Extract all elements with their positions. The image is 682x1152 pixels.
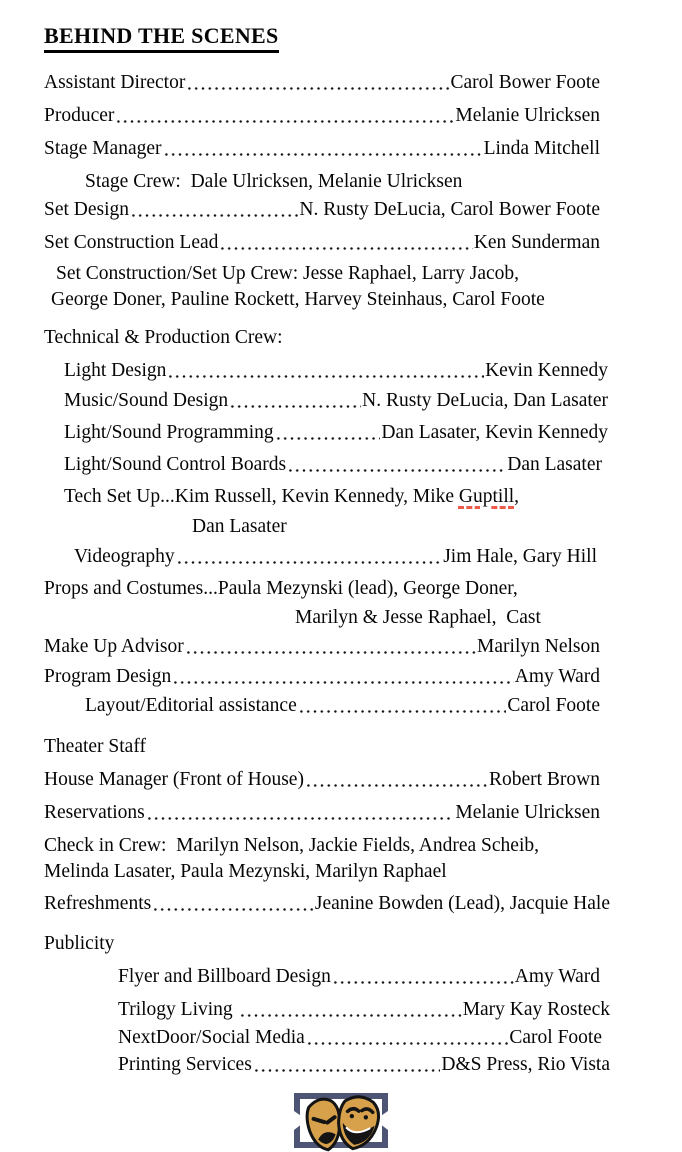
credit-role: Set Construction Lead <box>44 232 219 253</box>
text-segment: Marilyn & Jesse Raphael, Cast <box>295 607 541 628</box>
credit-line <box>64 452 602 478</box>
credit-role: Program Design <box>44 666 172 687</box>
credit-line <box>44 70 600 96</box>
credit-role: Light/Sound Control Boards <box>64 454 287 475</box>
text-segment: Stage Crew: Dale Ulricksen, Melanie Ulricksen <box>85 171 463 192</box>
text-segment: Check in Crew: Marilyn Nelson, Jackie Fields, Andrea Scheib, <box>44 835 539 856</box>
credit-role: Set Design <box>44 199 130 220</box>
credit-role: Flyer and Billboard Design <box>118 966 331 987</box>
dot-leader <box>186 87 449 90</box>
credit-names: N. Rusty DeLucia, Dan Lasater <box>362 390 608 411</box>
credit-names: Carol Foote <box>509 1027 602 1048</box>
credit-line <box>44 767 600 793</box>
credit-role: Light/Sound Programming <box>64 422 274 443</box>
credit-names: Dan Lasater, Kevin Kennedy <box>381 422 608 443</box>
text-line <box>51 287 682 313</box>
dot-leader <box>146 817 455 820</box>
dot-leader <box>305 784 488 787</box>
text-segment: Props and Costumes...Paula Mezynski (lead), George Doner, <box>44 578 518 599</box>
credit-names: Dan Lasater <box>507 454 602 475</box>
text-segment: Dan Lasater <box>192 516 287 537</box>
text-line <box>44 931 682 957</box>
credit-role: Light Design <box>64 360 167 381</box>
credit-line <box>44 103 600 129</box>
credit-names: Amy Ward <box>514 666 600 687</box>
text-segment: , <box>514 486 520 507</box>
dot-leader <box>298 710 507 713</box>
credit-line <box>44 136 600 162</box>
text-line <box>56 261 682 287</box>
dot-leader <box>130 214 298 217</box>
dot-leader <box>172 681 513 684</box>
dot-leader <box>176 561 443 564</box>
credit-role: Refreshments <box>44 893 152 914</box>
credit-line <box>64 388 608 414</box>
misspelled-word: Guptill <box>458 486 515 507</box>
dot-leader <box>239 1014 462 1017</box>
credit-line <box>85 693 600 719</box>
credit-names: Mary Kay Rosteck <box>462 999 610 1020</box>
text-line <box>44 576 682 602</box>
text-line <box>44 734 682 760</box>
dot-leader <box>229 405 361 408</box>
credit-line <box>64 358 608 384</box>
dot-leader <box>115 120 454 123</box>
credit-line <box>44 230 600 256</box>
credit-line <box>64 420 608 446</box>
dot-leader <box>167 375 484 378</box>
text-segment: Publicity <box>44 933 115 954</box>
credit-role: Videography <box>74 546 175 567</box>
dot-leader <box>253 1069 441 1072</box>
credit-line <box>118 964 600 990</box>
credit-role: Producer <box>44 105 115 126</box>
dot-leader <box>185 651 476 654</box>
text-segment: George Doner, Pauline Rockett, Harvey Steinhaus, Carol Foote <box>51 289 545 310</box>
credit-role: Stage Manager <box>44 138 162 159</box>
credit-names: Carol Bower Foote <box>450 72 600 93</box>
page-title <box>44 23 682 53</box>
credit-names: Carol Foote <box>507 695 600 716</box>
credit-names: D&S Press, Rio Vista <box>441 1054 610 1075</box>
credit-role: Music/Sound Design <box>64 390 229 411</box>
credit-role: NextDoor/Social Media <box>118 1027 305 1048</box>
credit-line <box>44 891 610 917</box>
credit-names: Robert Brown <box>488 769 600 790</box>
credit-role: Make Up Advisor <box>44 636 184 657</box>
credit-line <box>74 544 597 570</box>
dot-leader <box>219 247 472 250</box>
text-line <box>192 514 682 540</box>
text-line <box>85 169 682 195</box>
dot-leader <box>275 437 381 440</box>
credit-names: Linda Mitchell <box>483 138 600 159</box>
credit-names: Ken Sunderman <box>473 232 600 253</box>
text-segment: Set Construction/Set Up Crew: Jesse Raphael, Larry Jacob, <box>56 263 520 284</box>
text-line <box>44 325 682 351</box>
credit-names: Jim Hale, Gary Hill <box>443 546 597 567</box>
credit-names: N. Rusty DeLucia, Carol Bower Foote <box>299 199 600 220</box>
credits-list <box>0 70 682 1078</box>
page-title-text: BEHIND THE SCENES <box>44 23 279 53</box>
dot-leader <box>306 1042 509 1045</box>
logo-container <box>293 1092 389 1152</box>
credit-role: Printing Services <box>118 1054 252 1075</box>
dot-leader <box>287 469 506 472</box>
credit-line <box>44 664 600 690</box>
credit-role: Reservations <box>44 802 145 823</box>
credit-role: Trilogy Living <box>118 999 238 1020</box>
dot-leader <box>152 908 314 911</box>
credit-names: Marilyn Nelson <box>477 636 600 657</box>
text-line <box>64 484 682 510</box>
credit-line <box>44 634 600 660</box>
credit-names: Amy Ward <box>514 966 600 987</box>
text-segment: Melinda Lasater, Paula Mezynski, Marilyn Raphael <box>44 861 447 882</box>
text-segment: Tech Set Up...Kim Russell, Kevin Kennedy, Mike <box>64 486 459 507</box>
text-line <box>44 859 682 885</box>
text-segment: Theater Staff <box>44 736 146 757</box>
dot-leader <box>332 981 514 984</box>
text-segment: Technical & Production Crew: <box>44 327 283 348</box>
comedy-tragedy-masks-icon <box>293 1092 389 1152</box>
credit-names: Melanie Ulricksen <box>455 105 600 126</box>
credit-line <box>118 1025 602 1051</box>
credit-names: Melanie Ulricksen <box>455 802 600 823</box>
credit-line <box>44 197 600 223</box>
credit-line <box>118 1052 610 1078</box>
credit-role: Assistant Director <box>44 72 186 93</box>
credit-role: House Manager (Front of House) <box>44 769 304 790</box>
credit-line <box>118 997 610 1023</box>
credit-names: Jeanine Bowden (Lead), Jacquie Hale <box>314 893 610 914</box>
dot-leader <box>163 153 483 156</box>
credit-line <box>44 800 600 826</box>
text-line <box>44 833 682 859</box>
credit-role: Layout/Editorial assistance <box>85 695 297 716</box>
text-line <box>295 605 682 631</box>
credit-names: Kevin Kennedy <box>485 360 608 381</box>
